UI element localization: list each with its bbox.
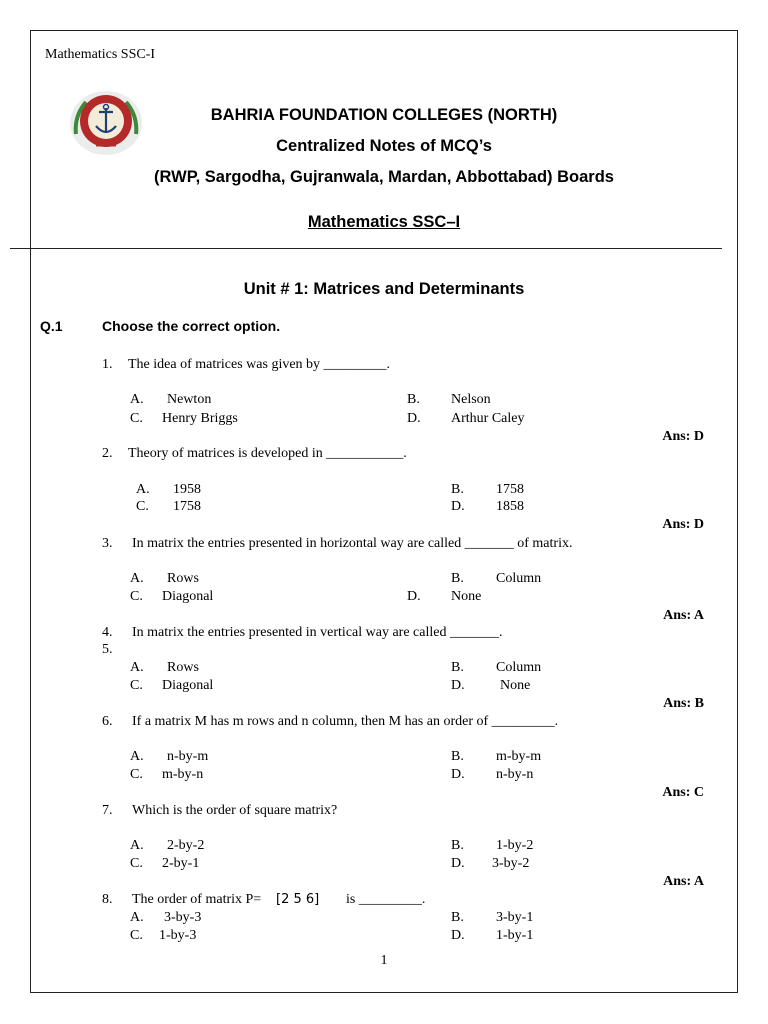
option-letter: C.: [130, 767, 143, 782]
option-text: Diagonal: [162, 678, 214, 693]
answer-key: Ans: C: [662, 785, 704, 800]
option-letter: D.: [451, 928, 465, 943]
option-text: 1858: [496, 499, 524, 514]
subject-title: Mathematics SSC–I: [307, 213, 461, 231]
question-number: 1.: [102, 357, 113, 372]
option-letter: D.: [451, 678, 465, 693]
option-letter: A.: [130, 910, 144, 925]
option-letter: B.: [451, 660, 464, 675]
option-text: 3-by-3: [164, 910, 202, 925]
question-text: In matrix the entries presented in vertical way are called _______.: [132, 625, 503, 640]
option-letter: B.: [451, 749, 464, 764]
option-letter: C.: [130, 928, 143, 943]
option-letter: D.: [451, 856, 465, 871]
option-text: n-by-m: [167, 749, 209, 764]
option-text: 2-by-2: [167, 838, 205, 853]
option-text: 1-by-3: [159, 928, 197, 943]
question-number: 6.: [102, 714, 113, 729]
question-number: 8.: [102, 892, 113, 907]
page-number: 1: [380, 953, 388, 968]
option-letter: A.: [130, 392, 144, 407]
question-number: 4.: [102, 625, 113, 640]
question-instruction: Choose the correct option.: [102, 318, 281, 334]
option-letter: C.: [130, 589, 143, 604]
option-text: Column: [496, 571, 542, 586]
option-text: 1-by-1: [496, 928, 534, 943]
option-text: Nelson: [451, 392, 491, 407]
option-text: Rows: [167, 571, 199, 586]
option-text: None: [451, 589, 482, 604]
matrix-p: [2 5 6]: [276, 892, 320, 907]
question-number: 3.: [102, 536, 113, 551]
college-title: BAHRIA FOUNDATION COLLEGES (NORTH): [210, 106, 558, 124]
option-letter: D.: [407, 589, 421, 604]
option-letter: B.: [407, 392, 420, 407]
option-text: Diagonal: [162, 589, 214, 604]
option-text: 3-by-1: [496, 910, 534, 925]
option-text: Newton: [167, 392, 212, 407]
option-letter: A.: [136, 482, 150, 497]
option-text: 1758: [496, 482, 524, 497]
option-text: 1758: [173, 499, 201, 514]
question-text: The order of matrix P=: [132, 892, 262, 907]
option-text: 3-by-2: [492, 856, 530, 871]
option-letter: C.: [130, 411, 143, 426]
boards-title: (RWP, Sargodha, Gujranwala, Mardan, Abbottabad) Boards: [154, 168, 614, 186]
option-text: None: [500, 678, 531, 693]
question-number: 2.: [102, 446, 113, 461]
option-letter: B.: [451, 910, 464, 925]
option-text: Column: [496, 660, 542, 675]
answer-key: Ans: A: [663, 874, 704, 889]
option-text: m-by-m: [496, 749, 542, 764]
option-letter: A.: [130, 571, 144, 586]
option-letter: D.: [451, 767, 465, 782]
question-text: If a matrix M has m rows and n column, then M has an order of _________.: [132, 714, 559, 729]
question-text: Theory of matrices is developed in ___________.: [128, 446, 407, 461]
option-text: m-by-n: [162, 767, 204, 782]
answer-key: Ans: D: [662, 517, 704, 532]
running-header: Mathematics SSC-I: [45, 47, 156, 62]
question-text: is _________.: [346, 892, 426, 907]
notes-title: Centralized Notes of MCQ’s: [276, 137, 492, 155]
option-text: n-by-n: [496, 767, 534, 782]
option-letter: B.: [451, 571, 464, 586]
option-text: 1958: [173, 482, 201, 497]
header-divider: [10, 248, 722, 249]
option-letter: A.: [130, 838, 144, 853]
option-letter: A.: [130, 749, 144, 764]
option-text: 2-by-1: [162, 856, 200, 871]
unit-title: Unit # 1: Matrices and Determinants: [243, 280, 525, 298]
option-letter: C.: [130, 856, 143, 871]
question-label: Q.1: [40, 318, 63, 334]
option-text: Henry Briggs: [162, 411, 238, 426]
option-text: Rows: [167, 660, 199, 675]
option-letter: C.: [136, 499, 149, 514]
option-letter: C.: [130, 678, 143, 693]
option-text: 1-by-2: [496, 838, 534, 853]
option-letter: B.: [451, 482, 464, 497]
option-text: Arthur Caley: [451, 411, 525, 426]
question-text: Which is the order of square matrix?: [132, 803, 338, 818]
question-text: In matrix the entries presented in horizontal way are called _______ of matrix.: [132, 536, 573, 551]
question-text: The idea of matrices was given by _________.: [128, 357, 391, 372]
question-number: 7.: [102, 803, 113, 818]
answer-key: Ans: B: [663, 696, 704, 711]
option-letter: D.: [451, 499, 465, 514]
answer-key: Ans: D: [662, 429, 704, 444]
option-letter: B.: [451, 838, 464, 853]
answer-key: Ans: A: [663, 608, 704, 623]
option-letter: D.: [407, 411, 421, 426]
option-letter: A.: [130, 660, 144, 675]
question-number: 5.: [102, 642, 113, 657]
